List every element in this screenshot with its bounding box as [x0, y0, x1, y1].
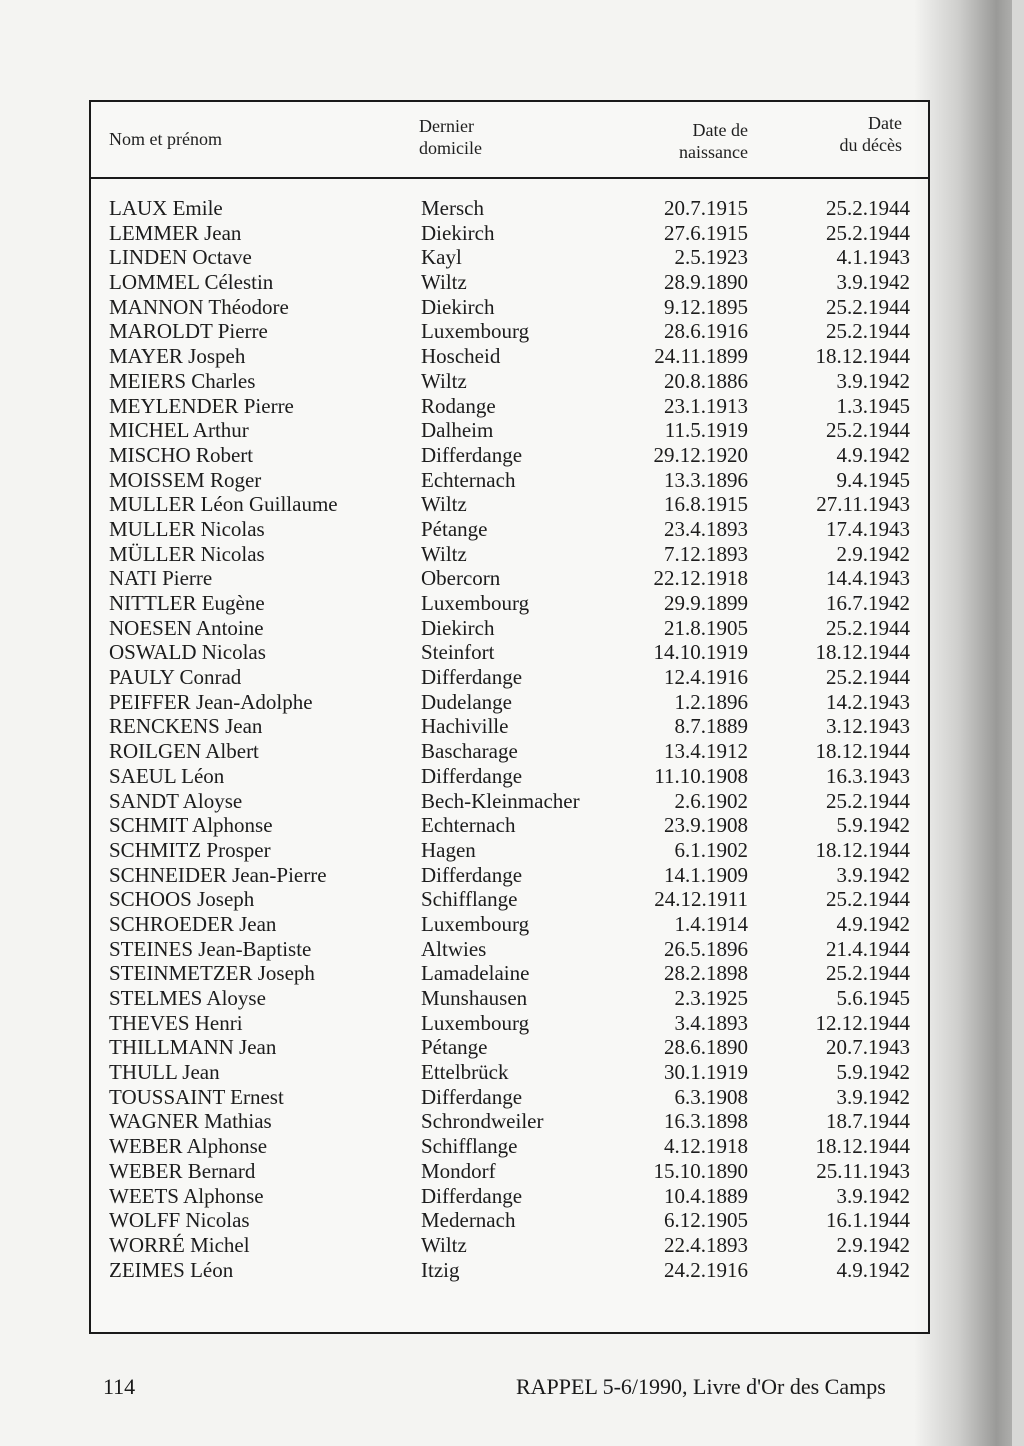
memorial-table: [89, 100, 930, 1334]
cell-name: WEBER Alphonse: [109, 1134, 268, 1159]
cell-death-date: 25.2.1944: [826, 294, 910, 319]
header-birth-line1: Date de: [692, 120, 748, 140]
cell-death-date: 25.2.1944: [826, 788, 910, 813]
cell-death-date: 4.1.1943: [836, 245, 910, 270]
page-number: 114: [103, 1374, 136, 1399]
header-death-line2: du décès: [839, 135, 902, 155]
cell-domicile: Wiltz: [421, 492, 467, 517]
cell-name: PEIFFER Jean-Adolphe: [109, 689, 313, 714]
cell-domicile: Differdange: [421, 763, 523, 788]
cell-domicile: Echternach: [421, 467, 516, 492]
cell-birth-date: 4.12.1918: [664, 1134, 748, 1159]
cell-name: WEETS Alphonse: [109, 1183, 264, 1208]
cell-birth-date: 6.12.1905: [664, 1208, 748, 1233]
cell-death-date: 25.2.1944: [826, 887, 910, 912]
cell-name: STEINES Jean-Baptiste: [109, 936, 312, 961]
page-edge: [1012, 0, 1024, 1446]
cell-death-date: 12.12.1944: [815, 1010, 910, 1035]
cell-birth-date: 7.12.1893: [664, 541, 748, 566]
table-row: [91, 813, 928, 838]
cell-domicile: Steinfort: [421, 640, 495, 665]
table-row: [91, 714, 928, 739]
cell-death-date: 3.9.1942: [836, 862, 910, 887]
cell-birth-date: 20.7.1915: [664, 196, 748, 220]
cell-name: OSWALD Nicolas: [109, 640, 266, 665]
cell-death-date: 25.2.1944: [826, 319, 910, 344]
cell-birth-date: 13.3.1896: [664, 467, 748, 492]
header-birth-line2: naissance: [679, 142, 748, 162]
cell-birth-date: 11.5.1919: [664, 418, 748, 443]
cell-name: STEINMETZER Joseph: [109, 961, 315, 986]
table-row: [91, 912, 928, 937]
cell-birth-date: 3.4.1893: [674, 1010, 748, 1035]
cell-birth-date: 28.9.1890: [664, 270, 748, 295]
cell-birth-date: 2.6.1902: [674, 788, 748, 813]
cell-birth-date: 12.4.1916: [664, 665, 748, 690]
cell-death-date: 18.12.1944: [815, 837, 910, 862]
table-row: [91, 838, 928, 863]
cell-death-date: 3.9.1942: [836, 368, 910, 393]
table-row: [91, 937, 928, 962]
cell-name: MULLER Léon Guillaume: [109, 492, 338, 517]
cell-death-date: 4.9.1942: [836, 442, 910, 467]
table-row: [91, 1085, 928, 1110]
table-row: [91, 443, 928, 468]
cell-domicile: Altwies: [421, 936, 487, 961]
cell-name: MANNON Théodore: [109, 294, 289, 319]
cell-name: MOISSEM Roger: [109, 467, 262, 492]
cell-domicile: Wiltz: [421, 541, 467, 566]
cell-name: MAYER Jospeh: [109, 344, 246, 369]
cell-name: WORRÉ Michel: [109, 1232, 250, 1257]
cell-domicile: Ettelbrück: [421, 1060, 509, 1085]
cell-death-date: 4.9.1942: [836, 911, 910, 936]
cell-birth-date: 1.2.1896: [674, 689, 748, 714]
cell-death-date: 3.9.1942: [836, 270, 910, 295]
cell-domicile: Echternach: [421, 813, 516, 838]
cell-name: MISCHO Robert: [109, 442, 254, 467]
cell-domicile: Hachiville: [421, 714, 509, 739]
cell-birth-date: 15.10.1890: [653, 1158, 748, 1183]
cell-death-date: 18.12.1944: [815, 1134, 910, 1159]
cell-birth-date: 11.10.1908: [654, 763, 748, 788]
cell-birth-date: 29.9.1899: [664, 591, 748, 615]
cell-death-date: 16.7.1942: [826, 591, 910, 615]
cell-birth-date: 24.2.1916: [664, 1257, 748, 1282]
source-citation: RAPPEL 5-6/1990, Livre d'Or des Camps: [516, 1374, 886, 1399]
cell-name: SCHOOS Joseph: [109, 887, 255, 912]
cell-birth-date: 14.10.1919: [653, 640, 748, 665]
cell-death-date: 9.4.1945: [836, 467, 910, 492]
cell-birth-date: 20.8.1886: [664, 368, 748, 393]
cell-name: ZEIMES Léon: [109, 1257, 234, 1282]
table-row: [91, 863, 928, 888]
cell-name: NITTLER Eugène: [109, 591, 265, 615]
cell-domicile: Differdange: [421, 862, 523, 887]
cell-birth-date: 22.4.1893: [664, 1232, 748, 1257]
cell-death-date: 3.9.1942: [836, 1183, 910, 1208]
cell-domicile: Kayl: [421, 245, 462, 270]
cell-death-date: 18.12.1944: [815, 739, 910, 764]
table-row: [91, 764, 928, 789]
cell-name: SANDT Aloyse: [109, 788, 243, 813]
cell-birth-date: 23.4.1893: [664, 516, 748, 541]
cell-birth-date: 13.4.1912: [664, 739, 748, 764]
table-row: [91, 1109, 928, 1134]
table-row: [91, 739, 928, 764]
table-row: [91, 492, 928, 517]
cell-birth-date: 30.1.1919: [664, 1060, 748, 1085]
cell-domicile: Differdange: [421, 1183, 523, 1208]
cell-domicile: Differdange: [421, 665, 523, 690]
cell-domicile: Dudelange: [421, 689, 512, 714]
cell-death-date: 3.9.1942: [836, 1084, 910, 1109]
cell-name: RENCKENS Jean: [109, 714, 263, 739]
table-row: [91, 394, 928, 419]
cell-domicile: Diekirch: [421, 615, 495, 640]
cell-domicile: Mondorf: [421, 1158, 496, 1183]
header-domicile-line2: domicile: [419, 138, 482, 158]
cell-domicile: Wiltz: [421, 270, 467, 295]
cell-death-date: 18.12.1944: [815, 640, 910, 665]
cell-death-date: 2.9.1942: [836, 1232, 910, 1257]
header-death-date: [840, 112, 902, 156]
cell-death-date: 2.9.1942: [836, 541, 910, 566]
cell-death-date: 25.2.1944: [826, 418, 910, 443]
cell-name: SCHROEDER Jean: [109, 911, 277, 936]
cell-death-date: 20.7.1943: [826, 1035, 910, 1060]
cell-birth-date: 23.1.1913: [664, 393, 748, 418]
cell-birth-date: 27.6.1915: [664, 220, 748, 245]
table-row: [91, 986, 928, 1011]
cell-birth-date: 28.6.1890: [664, 1035, 748, 1060]
table-row: [91, 418, 928, 443]
cell-domicile: Hagen: [421, 837, 476, 862]
cell-birth-date: 28.6.1916: [664, 319, 748, 344]
cell-domicile: Mersch: [421, 196, 484, 220]
cell-domicile: Lamadelaine: [421, 961, 530, 986]
cell-death-date: 27.11.1943: [816, 492, 910, 517]
cell-domicile: Differdange: [421, 442, 523, 467]
header-domicile: [419, 115, 482, 159]
cell-name: MEIERS Charles: [109, 368, 256, 393]
cell-name: LINDEN Octave: [109, 245, 252, 270]
cell-death-date: 16.3.1943: [826, 763, 910, 788]
cell-death-date: 3.12.1943: [826, 714, 910, 739]
cell-name: MICHEL Arthur: [109, 418, 249, 443]
cell-birth-date: 9.12.1895: [664, 294, 748, 319]
table-row: [91, 616, 928, 641]
cell-domicile: Luxembourg: [421, 319, 530, 344]
table-row: [91, 344, 928, 369]
cell-name: PAULY Conrad: [109, 665, 242, 690]
table-row: [91, 1208, 928, 1233]
cell-death-date: 25.2.1944: [826, 196, 910, 220]
cell-name: NATI Pierre: [109, 566, 213, 591]
table-row: [91, 1258, 928, 1283]
cell-domicile: Itzig: [421, 1257, 460, 1282]
cell-domicile: Diekirch: [421, 294, 495, 319]
table-row: [91, 245, 928, 270]
cell-domicile: Hoscheid: [421, 344, 501, 369]
cell-domicile: Dalheim: [421, 418, 494, 443]
cell-birth-date: 2.3.1925: [674, 986, 748, 1010]
cell-death-date: 18.7.1944: [826, 1109, 910, 1134]
cell-domicile: Schifflange: [421, 1134, 518, 1159]
table-row: [91, 1184, 928, 1209]
cell-death-date: 25.2.1944: [826, 615, 910, 640]
cell-domicile: Schifflange: [421, 887, 518, 912]
table-row: [91, 789, 928, 814]
table-row: [91, 542, 928, 567]
cell-death-date: 25.2.1944: [826, 220, 910, 245]
cell-death-date: 14.2.1943: [826, 689, 910, 714]
cell-death-date: 25.2.1944: [826, 665, 910, 690]
cell-death-date: 21.4.1944: [826, 936, 910, 961]
cell-birth-date: 14.1.1909: [664, 862, 748, 887]
cell-domicile: Munshausen: [421, 986, 528, 1010]
cell-name: TOUSSAINT Ernest: [109, 1084, 284, 1109]
cell-name: MEYLENDER Pierre: [109, 393, 294, 418]
table-row: [91, 1060, 928, 1085]
cell-birth-date: 16.3.1898: [664, 1109, 748, 1134]
cell-death-date: 5.9.1942: [836, 1060, 910, 1085]
table-row: [91, 640, 928, 665]
cell-name: LAUX Emile: [109, 196, 223, 220]
cell-domicile: Luxembourg: [421, 911, 530, 936]
header-name: Nom et prénom: [109, 129, 222, 149]
cell-domicile: Rodange: [421, 393, 496, 418]
cell-name: SCHMIT Alphonse: [109, 813, 273, 838]
header-divider: [91, 177, 928, 179]
cell-domicile: Bascharage: [421, 739, 518, 764]
cell-birth-date: 24.11.1899: [654, 344, 748, 369]
table-row: [91, 369, 928, 394]
cell-name: WEBER Bernard: [109, 1158, 256, 1183]
cell-birth-date: 23.9.1908: [664, 813, 748, 838]
cell-domicile: Wiltz: [421, 1232, 467, 1257]
table-row: [91, 1134, 928, 1159]
table-row: [91, 591, 928, 616]
cell-birth-date: 28.2.1898: [664, 961, 748, 986]
cell-death-date: 4.9.1942: [836, 1257, 910, 1282]
cell-death-date: 25.11.1943: [816, 1158, 910, 1183]
table-row: [91, 1159, 928, 1184]
cell-birth-date: 6.1.1902: [674, 837, 748, 862]
header-domicile-line1: Dernier: [419, 116, 474, 136]
cell-name: THILLMANN Jean: [109, 1035, 277, 1060]
cell-name: MAROLDT Pierre: [109, 319, 268, 344]
cell-death-date: 5.6.1945: [836, 986, 910, 1010]
table-row: [91, 961, 928, 986]
cell-name: THULL Jean: [109, 1060, 220, 1085]
table-row: [91, 295, 928, 320]
cell-birth-date: 6.3.1908: [674, 1084, 748, 1109]
table-row: [91, 1011, 928, 1036]
table-row: [91, 665, 928, 690]
cell-domicile: Schrondweiler: [421, 1109, 544, 1134]
cell-birth-date: 10.4.1889: [664, 1183, 748, 1208]
cell-name: MÜLLER Nicolas: [109, 541, 265, 566]
table-body: [91, 196, 928, 1282]
table-row: [91, 566, 928, 591]
header-death-line1: Date: [868, 113, 902, 133]
cell-domicile: Luxembourg: [421, 591, 530, 615]
cell-domicile: Bech-Kleinmacher: [421, 788, 580, 813]
cell-name: NOESEN Antoine: [109, 615, 264, 640]
cell-death-date: 18.12.1944: [815, 344, 910, 369]
cell-name: STELMES Aloyse: [109, 986, 266, 1010]
cell-domicile: Diekirch: [421, 220, 495, 245]
cell-domicile: Luxembourg: [421, 1010, 530, 1035]
cell-name: LEMMER Jean: [109, 220, 242, 245]
cell-domicile: Obercorn: [421, 566, 501, 591]
cell-death-date: 14.4.1943: [826, 566, 910, 591]
cell-birth-date: 22.12.1918: [653, 566, 748, 591]
cell-domicile: Medernach: [421, 1208, 516, 1233]
cell-name: ROILGEN Albert: [109, 739, 259, 764]
page-gutter-shadow: [914, 0, 1024, 1446]
cell-birth-date: 2.5.1923: [674, 245, 748, 270]
table-row: [91, 1233, 928, 1258]
cell-name: MULLER Nicolas: [109, 516, 265, 541]
table-row: [91, 196, 928, 221]
cell-domicile: Wiltz: [421, 368, 467, 393]
table-row: [91, 270, 928, 295]
cell-domicile: Differdange: [421, 1084, 523, 1109]
cell-name: SCHNEIDER Jean-Pierre: [109, 862, 327, 887]
cell-birth-date: 29.12.1920: [653, 442, 748, 467]
cell-birth-date: 24.12.1911: [654, 887, 748, 912]
cell-birth-date: 1.4.1914: [674, 911, 748, 936]
header-birth-date: [679, 119, 748, 163]
cell-name: SCHMITZ Prosper: [109, 837, 271, 862]
table-row: [91, 468, 928, 493]
cell-death-date: 17.4.1943: [826, 516, 910, 541]
cell-birth-date: 26.5.1896: [664, 936, 748, 961]
cell-name: WOLFF Nicolas: [109, 1208, 250, 1233]
cell-name: THEVES Henri: [109, 1010, 243, 1035]
cell-name: WAGNER Mathias: [109, 1109, 272, 1134]
table-row: [91, 221, 928, 246]
cell-domicile: Pétange: [421, 516, 488, 541]
cell-name: LOMMEL Célestin: [109, 270, 274, 295]
cell-birth-date: 8.7.1889: [674, 714, 748, 739]
cell-death-date: 1.3.1945: [836, 393, 910, 418]
cell-name: SAEUL Léon: [109, 763, 225, 788]
table-row: [91, 1035, 928, 1060]
cell-death-date: 16.1.1944: [826, 1208, 910, 1233]
cell-death-date: 25.2.1944: [826, 961, 910, 986]
table-row: [91, 887, 928, 912]
cell-domicile: Pétange: [421, 1035, 488, 1060]
cell-death-date: 5.9.1942: [836, 813, 910, 838]
table-row: [91, 517, 928, 542]
table-row: [91, 319, 928, 344]
cell-birth-date: 21.8.1905: [664, 615, 748, 640]
cell-birth-date: 16.8.1915: [664, 492, 748, 517]
table-row: [91, 690, 928, 715]
